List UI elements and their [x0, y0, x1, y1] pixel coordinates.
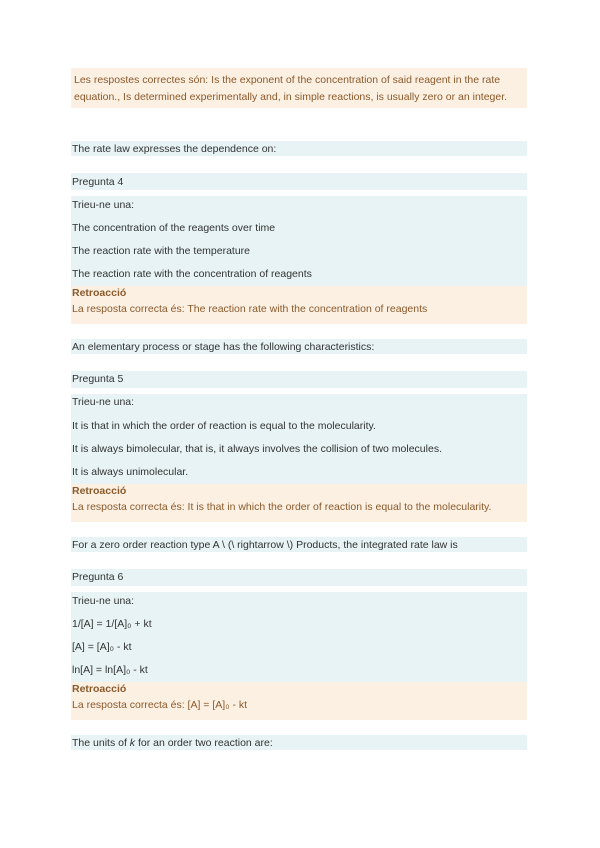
answer-option[interactable]: 1/[A] = 1/[A]₀ + kt — [72, 618, 152, 630]
answer-option[interactable]: The concentration of the reagents over time — [72, 222, 276, 234]
answer-instruction: Trieu-ne una: — [72, 595, 135, 607]
previous-feedback-line-2: equation., Is determined experimentally and, in simple reactions, is usually zero or an integer. — [74, 91, 508, 103]
answer-option[interactable]: [A] = [A]₀ - kt — [72, 641, 132, 653]
feedback-text: La resposta correcta és: [A] = [A]₀ - kt — [72, 699, 248, 711]
answer-option[interactable]: It is always bimolecular, that is, it always involves the collision of two molecules. — [72, 443, 442, 455]
question-number: Pregunta 5 — [72, 373, 124, 385]
answer-instruction: Trieu-ne una: — [72, 396, 135, 408]
feedback-title: Retroacció — [72, 287, 127, 299]
feedback-title: Retroacció — [72, 683, 127, 695]
answer-option[interactable]: The reaction rate with the concentration of reagents — [72, 268, 312, 280]
feedback-text: La resposta correcta és: The reaction rate with the concentration of reagents — [72, 303, 428, 315]
answer-option[interactable]: It is that in which the order of reaction is equal to the molecularity. — [72, 420, 376, 432]
question-prompt-start: The units of — [72, 737, 130, 749]
question-prompt: For a zero order reaction type A \ (\ rightarrow \) Products, the integrated rate law is — [72, 539, 458, 551]
question-prompt: An elementary process or stage has the following characteristics: — [72, 341, 375, 353]
previous-feedback-line-1: Les respostes correctes són: Is the exponent of the concentration of said reagent in the rate — [74, 74, 501, 86]
answer-option[interactable]: ln[A] = ln[A]₀ - kt — [72, 664, 148, 676]
feedback-title: Retroacció — [72, 485, 127, 497]
answer-instruction: Trieu-ne una: — [72, 199, 135, 211]
question-prompt — [72, 736, 522, 750]
rate-constant-symbol: k — [129, 737, 136, 749]
question-prompt: The rate law expresses the dependence on: — [72, 143, 277, 155]
answer-option[interactable]: It is always unimolecular. — [72, 466, 189, 478]
answer-option[interactable]: The reaction rate with the temperature — [72, 245, 251, 257]
question-number: Pregunta 4 — [72, 176, 124, 188]
feedback-text: La resposta correcta és: It is that in which the order of reaction is equal to the molecularity. — [72, 501, 492, 513]
question-prompt-end: for an order two reaction are: — [135, 737, 273, 749]
question-number: Pregunta 6 — [72, 571, 124, 583]
